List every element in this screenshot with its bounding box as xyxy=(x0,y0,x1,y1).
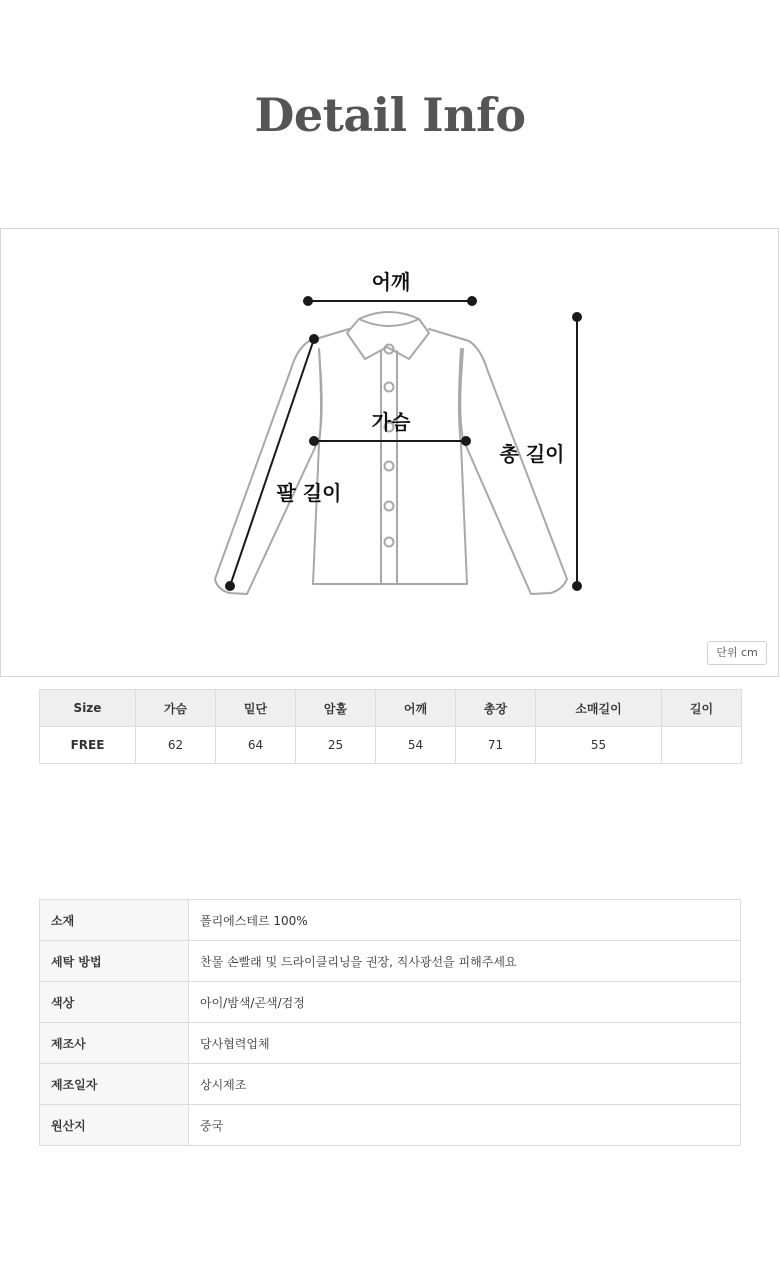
size-diagram xyxy=(0,228,779,677)
material-label: 소재 xyxy=(40,900,189,941)
manufacturer-value: 당사협력업체 xyxy=(189,1023,741,1064)
armhole-value-cell: 25 xyxy=(296,727,376,764)
shirt-buttons xyxy=(385,345,394,547)
shoulder-column-header: 어깨 xyxy=(376,690,456,727)
table-row xyxy=(40,941,741,982)
product-info-table xyxy=(39,899,741,1146)
table-row xyxy=(40,1023,741,1064)
origin-label: 원산지 xyxy=(40,1105,189,1146)
table-row xyxy=(40,982,741,1023)
length-point-bottom xyxy=(573,582,581,590)
total-length-value-cell: 71 xyxy=(456,727,536,764)
shoulder-point-left xyxy=(304,297,312,305)
shirt-illustration xyxy=(1,229,780,678)
table-row xyxy=(40,1064,741,1105)
manufacture-date-value: 상시제조 xyxy=(189,1064,741,1105)
manufacturer-label: 제조사 xyxy=(40,1023,189,1064)
chest-point-right xyxy=(462,437,470,445)
sleeve-length-label: 팔 길이 xyxy=(276,481,342,505)
table-row xyxy=(40,727,742,764)
origin-value: 중국 xyxy=(189,1105,741,1146)
material-value: 폴리에스테르 100% xyxy=(189,900,741,941)
chest-point-left xyxy=(310,437,318,445)
total-length-label: 총 길이 xyxy=(499,442,565,466)
shoulder-value-cell: 54 xyxy=(376,727,456,764)
chest-column-header: 가슴 xyxy=(136,690,216,727)
table-row xyxy=(40,900,741,941)
table-row xyxy=(40,1105,741,1146)
armhole-column-header: 암홀 xyxy=(296,690,376,727)
shoulder-label: 어깨 xyxy=(371,270,411,294)
sleeve-measure-line xyxy=(230,339,314,586)
color-value: 아이/밤색/곤색/검정 xyxy=(189,982,741,1023)
chest-label: 가슴 xyxy=(371,410,411,434)
hem-column-header: 밑단 xyxy=(216,690,296,727)
shoulder-point-right xyxy=(468,297,476,305)
size-table xyxy=(39,689,742,764)
length-column-header: 길이 xyxy=(662,690,742,727)
sleeve-point-bottom xyxy=(226,582,234,590)
sleeve-point-top xyxy=(310,335,318,343)
hem-value-cell: 64 xyxy=(216,727,296,764)
sleeve-length-value-cell: 55 xyxy=(536,727,662,764)
sleeve-length-column-header: 소매길이 xyxy=(536,690,662,727)
chest-value-cell: 62 xyxy=(136,727,216,764)
washing-method-value: 찬물 손빨래 및 드라이클리닝을 권장, 직사광선을 피해주세요 xyxy=(189,941,741,982)
size-column-header: Size xyxy=(40,690,136,727)
page-title: Detail Info xyxy=(254,88,526,142)
length-point-top xyxy=(573,313,581,321)
unit-badge: 단위 cm xyxy=(707,641,767,665)
size-table-header-row xyxy=(40,690,742,727)
size-name-cell: FREE xyxy=(40,727,136,764)
total-length-column-header: 총장 xyxy=(456,690,536,727)
color-label: 색상 xyxy=(40,982,189,1023)
manufacture-date-label: 제조일자 xyxy=(40,1064,189,1105)
length-value-cell xyxy=(662,727,742,764)
washing-method-label: 세탁 방법 xyxy=(40,941,189,982)
